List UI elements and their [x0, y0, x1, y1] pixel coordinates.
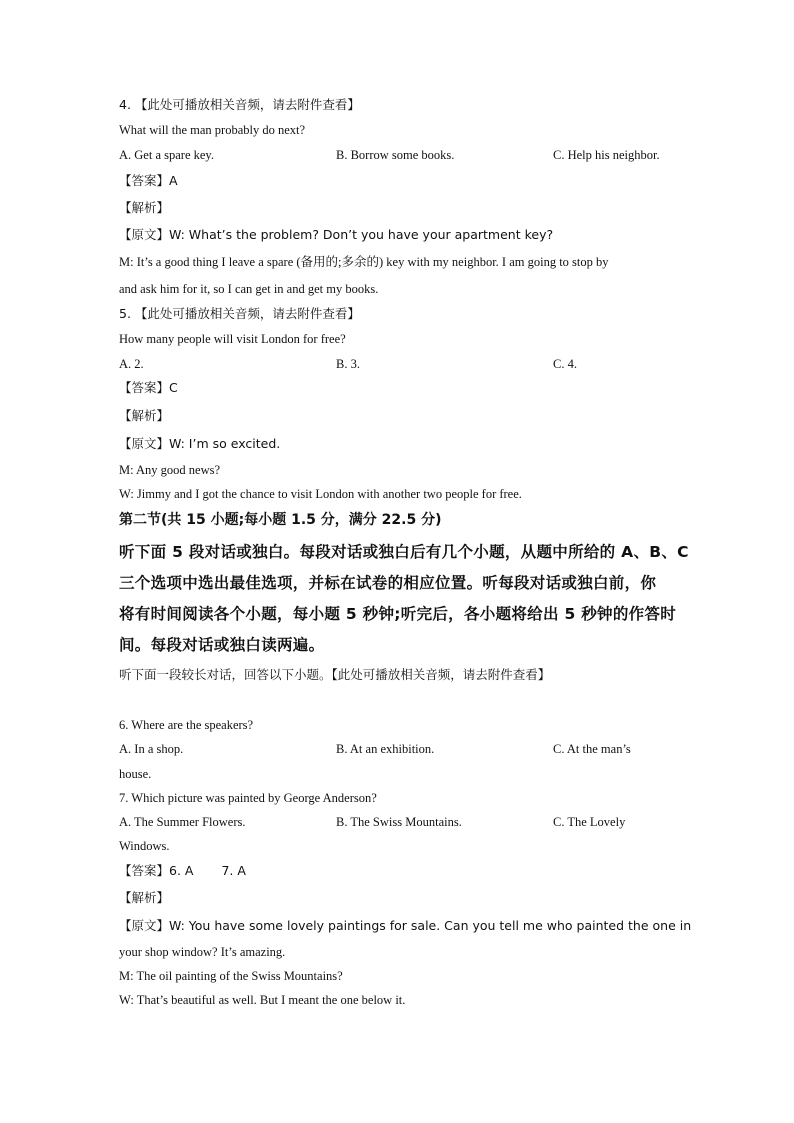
- q6-7-script-line-4: W: That’s beautiful as well. But I meant the one below it.: [119, 993, 406, 1007]
- listen-note: 听下面一段较长对话，回答以下小题。【此处可播放相关音频，请去附件查看】: [119, 667, 551, 682]
- q5-script-line-1: 【原文】W: I’m so excited.: [119, 436, 281, 451]
- q6-option-c: C. At the man’s: [553, 742, 631, 756]
- q6-option-c-continued: house.: [119, 767, 152, 781]
- q6-7-answer: [119, 863, 246, 879]
- q6-option-a: A. In a shop.: [119, 742, 184, 756]
- section-2-instruction-line-1: 听下面 5 段对话或独白。每段对话或独白后有几个小题，从题中所给的 A、B、C: [119, 543, 689, 561]
- q4-question: What will the man probably do next?: [119, 123, 306, 137]
- q5-script-line-2: M: Any good news?: [119, 463, 221, 477]
- q6-7-script-line-2: your shop window? It’s amazing.: [119, 945, 286, 959]
- q5-header: 5. 【此处可播放相关音频，请去附件查看】: [119, 306, 360, 321]
- q5-option-b: B. 3.: [336, 357, 360, 371]
- q4-script-line-3: and ask him for it, so I can get in and get my books.: [119, 282, 379, 296]
- section-2-instruction-line-2: 三个选项中选出最佳选项，并标在试卷的相应位置。听每段对话或独白前，你: [119, 574, 657, 592]
- q5-question: How many people will visit London for free?: [119, 332, 346, 346]
- q4-option-a: A. Get a spare key.: [119, 148, 214, 162]
- q7-question: 7. Which picture was painted by George Anderson?: [119, 791, 377, 805]
- section-2-instruction-line-4: 间。每段对话或独白读两遍。: [119, 636, 325, 654]
- q5-option-c: C. 4.: [553, 357, 577, 371]
- q4-option-c: C. Help his neighbor.: [553, 148, 660, 162]
- q5-answer: 【答案】C: [119, 380, 178, 395]
- q5-analysis: 【解析】: [119, 408, 170, 423]
- q7-option-b: B. The Swiss Mountains.: [336, 815, 462, 829]
- q6-7-analysis: 【解析】: [119, 890, 170, 905]
- q4-script-line-1: 【原文】W: What’s the problem? Don’t you have your apartment key?: [119, 227, 554, 242]
- q4-header: 4. 【此处可播放相关音频，请去附件查看】: [119, 97, 360, 112]
- section-2-instruction-line-3: 将有时间阅读各个小题，每小题 5 秒钟;听完后，各小题将给出 5 秒钟的作答时: [119, 605, 677, 623]
- q7-option-c: C. The Lovely: [553, 815, 626, 829]
- q4-option-b: B. Borrow some books.: [336, 148, 455, 162]
- q5-option-a: A. 2.: [119, 357, 144, 371]
- q6-7-script-line-1: 【原文】W: You have some lovely paintings for sale. Can you tell me who painted the one in: [119, 918, 692, 933]
- section-2-title: 第二节(共 15 小题;每小题 1.5 分，满分 22.5 分): [119, 512, 442, 528]
- q6-question: 6. Where are the speakers?: [119, 718, 254, 732]
- q6-option-b: B. At an exhibition.: [336, 742, 435, 756]
- q7-option-c-continued: Windows.: [119, 839, 170, 853]
- q4-script-line-2: M: It’s a good thing I leave a spare (备用的;多余的) key with my neighbor. I am going to stop by: [119, 255, 609, 269]
- q7-option-a: A. The Summer Flowers.: [119, 815, 246, 829]
- q5-script-line-3: W: Jimmy and I got the chance to visit London with another two people for free.: [119, 487, 522, 501]
- q4-answer: 【答案】A: [119, 173, 178, 188]
- q4-analysis: 【解析】: [119, 200, 170, 215]
- q7-answer: 7. A: [221, 863, 246, 878]
- q6-7-script-line-3: M: The oil painting of the Swiss Mountains?: [119, 969, 343, 983]
- q6-answer: 【答案】6. A: [119, 863, 194, 878]
